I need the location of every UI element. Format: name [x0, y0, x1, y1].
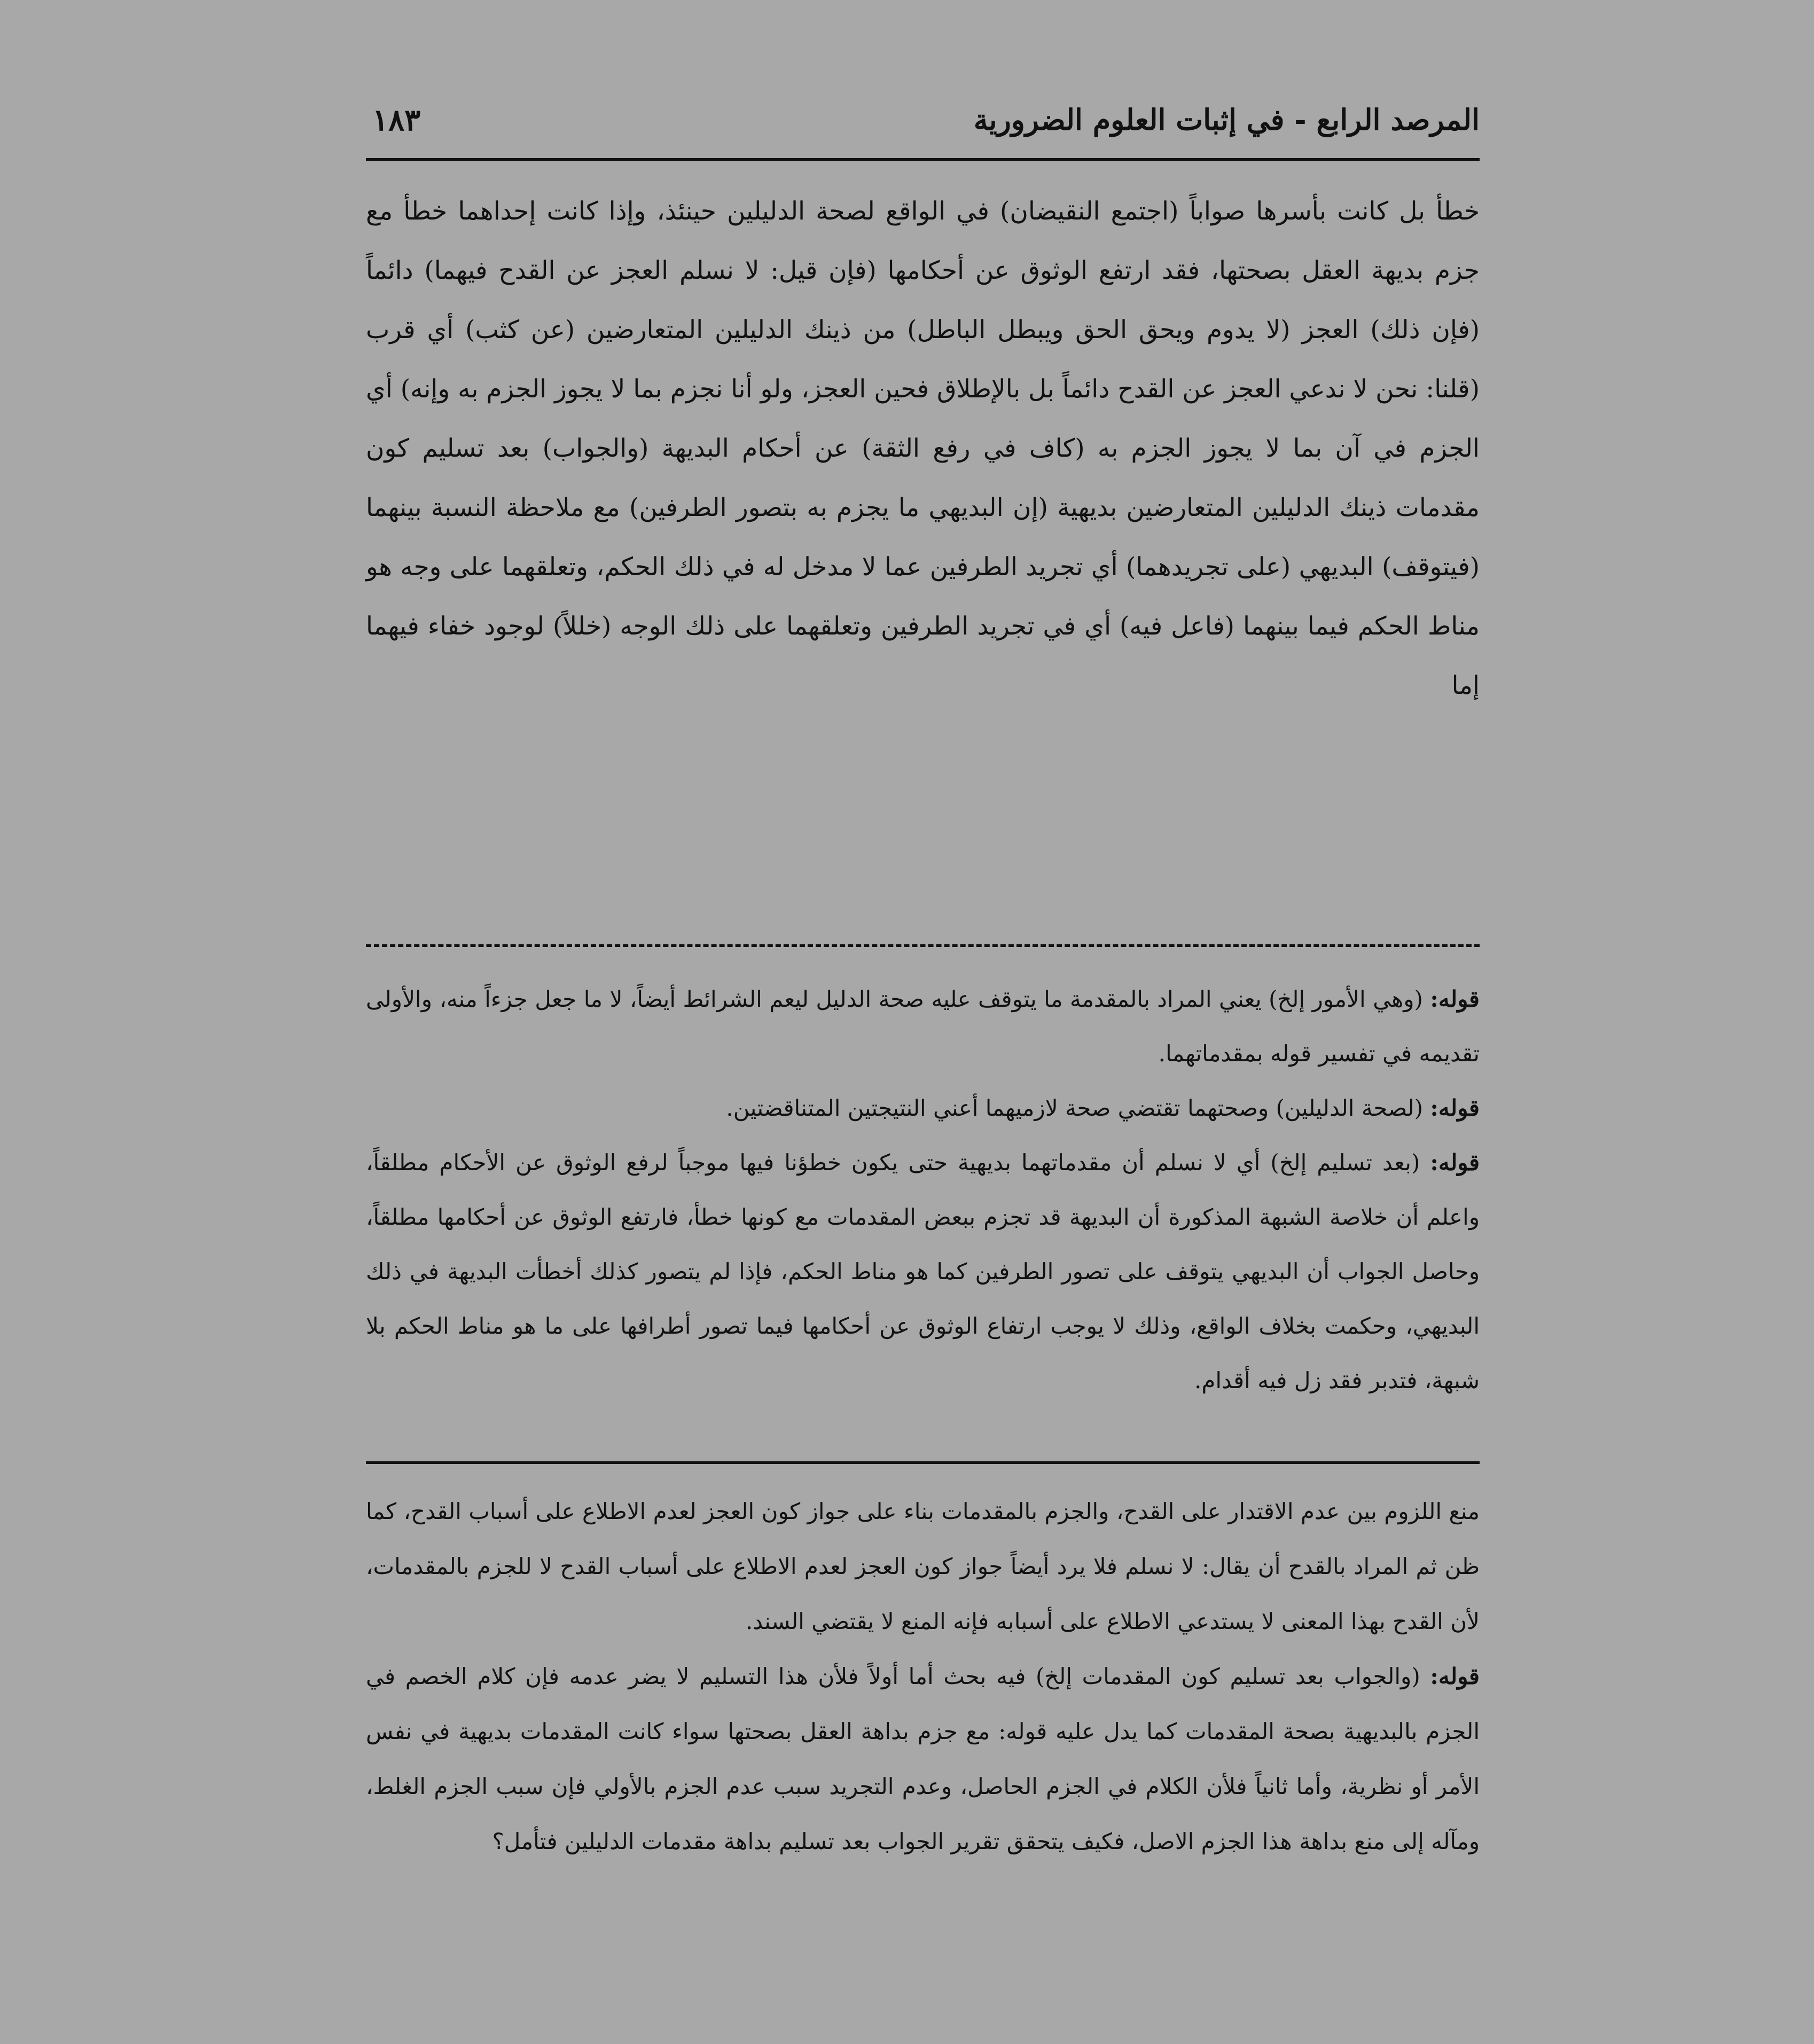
dashed-separator	[366, 944, 1480, 947]
commentary-text: (بعد تسليم إلخ) أي لا نسلم أن مقدماتهما بديهية حتى يكون خطؤنا فيها موجباً لرفع الوثوق عن الأحكام مطلقاً، واعلم أن خلاصة الشبهة المذكورة أن البديهة قد تجزم ببعض المقدمات مع كونها خطأ، فارتفع الوثوق عن أحكامها مطلقاً، وحاصل الجواب أن البديهي يتوقف على تصور الطرفين كما هو مناط الحكم، فإذا لم يتصور كذلك أخطأت البديهة في ذلك البديهي، وحكمت بخلاف الواقع، وذلك لا يوجب ارتفاع الوثوق عن أحكامها فيما تصور أطرافها على ما هو مناط الحكم بلا شبهة، فتدبر فقد زل فيه أقدام.	[366, 1149, 1480, 1393]
commentary-text: (وهي الأمور إلخ) يعني المراد بالمقدمة ما يتوقف عليه صحة الدليل ليعم الشرائط أيضاً، لا ما جعل جزءاً منه، والأولى تقديمه في تفسير قوله بمقدماتهما.	[366, 986, 1480, 1067]
commentary-label: قوله:	[1430, 986, 1480, 1012]
notes-label: قوله:	[1430, 1663, 1480, 1689]
commentary-entry-2	[366, 1081, 1480, 1135]
notes-text: (والجواب بعد تسليم كون المقدمات إلخ) فيه بحث أما أولاً فلأن هذا التسليم لا يضر عدمه فإن كلام الخصم في الجزم بالبديهية بصحة المقدمات كما يدل عليه قوله: مع جزم بداهة العقل بصحتها سواء كانت المقدمات بديهية في نفس الأمر أو نظرية، وأما ثانياً فلأن الكلام في الجزم الحاصل، وعدم التجريد سبب عدم الجزم بالأولي فإن سبب الجزم الغلط، ومآله إلى منع بداهة هذا الجزم الاصل، فكيف يتحقق تقرير الجواب بعد تسليم بداهة مقدمات الدليلين فتأمل؟	[366, 1663, 1480, 1854]
book-page	[366, 91, 1480, 1949]
notes-block	[366, 1484, 1480, 1869]
commentary-label: قوله:	[1430, 1149, 1480, 1176]
solid-separator	[366, 1461, 1480, 1464]
page-header	[366, 91, 1480, 155]
commentary-label: قوله:	[1430, 1095, 1480, 1121]
main-text: خطأ بل كانت بأسرها صواباً (اجتمع النقيضان) في الواقع لصحة الدليلين حينئذ، وإذا كانت إحداهما خطأ مع جزم بديهة العقل بصحتها، فقد ارتفع الوثوق عن أحكامها (فإن قيل: لا نسلم العجز عن القدح فيهما) دائماً (فإن ذلك) العجز (لا يدوم ويحق الحق ويبطل الباطل) من ذينك الدليلين المتعارضين (عن كثب) أي قرب (قلنا: نحن لا ندعي العجز عن القدح دائماً بل بالإطلاق فحين العجز، ولو أنا نجزم بما لا يجوز الجزم به وإنه) أي الجزم في آن بما لا يجوز الجزم به (كاف في رفع الثقة) عن أحكام البديهة (والجواب) بعد تسليم كون مقدمات ذينك الدليلين المتعارضين بديهية (إن البديهي ما يجزم به بتصور الطرفين) مع ملاحظة النسبة بينهما (فيتوقف) البديهي (على تجريدهما) أي تجريد الطرفين عما لا مدخل له في ذلك الحكم، وتعلقهما على وجه هو مناط الحكم فيما بينهما (فاعل فيه) أي في تجريد الطرفين وتعلقهما على ذلك الوجه (خللاً) لوجود خفاء فيهما إما	[366, 197, 1480, 700]
commentary-entry-1	[366, 972, 1480, 1081]
main-text-block	[366, 182, 1480, 715]
commentary-entry-3	[366, 1135, 1480, 1408]
running-title: المرصد الرابع - في إثبات العلوم الضرورية	[973, 103, 1480, 137]
page-number: ١٨٣	[372, 103, 421, 138]
notes-paragraph-2	[366, 1649, 1480, 1869]
commentary-text: (لصحة الدليلين) وصحتهما تقتضي صحة لازميهما أعني النتيجتين المتناقضتين.	[726, 1095, 1424, 1121]
notes-paragraph-1: منع اللزوم بين عدم الاقتدار على القدح، والجزم بالمقدمات بناء على جواز كون العجز لعدم الاطلاع على أسباب القدح، كما ظن ثم المراد بالقدح أن يقال: لا نسلم فلا يرد أيضاً جواز كون العجز لعدم الاطلاع على أسباب القدح لا للجزم بالمقدمات، لأن القدح بهذا المعنى لا يستدعي الاطلاع على أسبابه فإنه المنع لا يقتضي السند.	[366, 1498, 1480, 1634]
header-rule	[366, 158, 1480, 161]
commentary-block	[366, 972, 1480, 1408]
